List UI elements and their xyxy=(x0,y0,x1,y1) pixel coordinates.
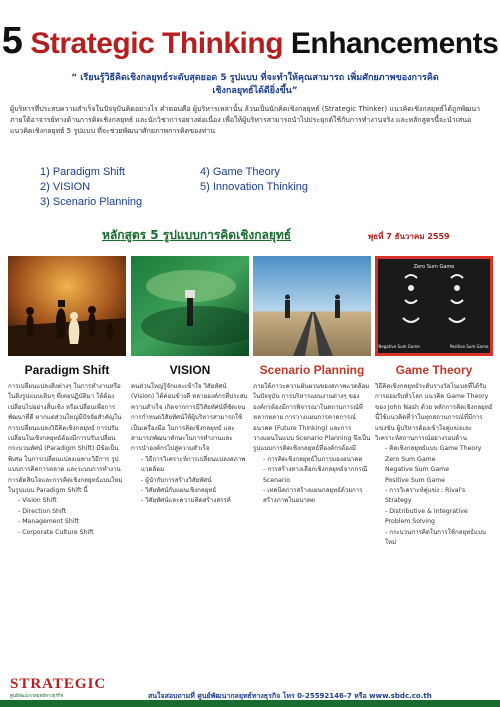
column-body xyxy=(253,382,371,507)
topic-item: 4) Game Theory xyxy=(200,166,280,178)
column-paragraph: วิธีคิดเชิงกลยุทธ์ระดับรางวัลโนเบลที่ได้รับการยอมรับทั่วโลก แนวคิด Game Theory ของ John Nash ด้วย หลักการคิดเชิงกลยุทธ์นี้ใช้แนวคิดที่ว่าในทุกสถานการณ์ที่มีการแข่งขัน ผู้บริหารต้องเข้าใจคู่แข่งและวิเคราะห์สถานการณ์อย่างรอบด้าน xyxy=(375,383,493,443)
list-item: - Corporate Culture Shift xyxy=(18,528,94,536)
zero-sum-label: Zero Sum Game xyxy=(413,264,455,270)
negative-sum-label: Negative Sum Game xyxy=(378,344,420,349)
column-paragraph: คนส่วนใหญ่รู้จักและเข้าใจ วิสัยทัศน์ (Vision) ได้ค่อนข้างดี หลายองค์กรที่ประสบความสำเร็จ เกิดจากการมีวิสัยทัศน์ที่ชัดเจน การกำหนดวิสัยทัศน์ให้ผู้บริหารสามารถใช้เป็นเครื่องมือ ในการคิดเชิงกลยุทธ์ และสามารถพัฒนาทักษะในการทำงานและการนำองค์กรไปสู่ความสำเร็จ xyxy=(131,383,248,453)
column-body xyxy=(375,382,493,549)
list-item: - Management Shift xyxy=(18,518,79,526)
list-item: - กระบวนการคิดในการใช้กลยุทธ์แบบใหม่ xyxy=(385,528,486,547)
list-item: Negative Sum Game xyxy=(385,466,449,474)
topic-list-left xyxy=(40,165,142,210)
topic-list-right xyxy=(200,165,308,195)
list-item: - เทคนิคการสร้างแผนกลยุทธ์ด้วยการสร้างภาพในอนาคต xyxy=(263,487,363,505)
column-paragraph: การเปลี่ยนแปลงสิ่งต่างๆ ในการทำงานหรือในสิ่งรูปแบบเดิมๆ ที่เคยปฏิบัติมา ให้ต้องเปลี่ยนไปอย่างสิ้นเชิง หรือเปลี่ยนเพื่อการพัฒนาที่ดี หากแต่ส่วนใหญ่มีปัจจัยสำคัญในการเปลี่ยนแปลงวิธีคิดเชิงกลยุทธ์ การปรับเปลี่ยนในเชิงกลยุทธ์ต้องมีการปรับเปลี่ยนกระบวนทัศน์ (Paradigm Shift) มีข้อเป็นพิเศษ ในการเปลี่ยนแปลงเฉพาะวิธีการ รูปแบบการคิดการตลาด และระบบการทำงาน การตัดสินใจและการคิดเชิงกลยุทธ์แบบใหม่ ในรูปแบบ Paradigm Shift นี้ xyxy=(8,383,123,495)
list-item: - การคิดเชิงกลยุทธ์ในการมองอนาคต xyxy=(263,455,363,463)
column-heading: Game Theory xyxy=(395,363,473,377)
list-item: - ผู้นำกับการสร้างวิสัยทัศน์ xyxy=(141,476,212,484)
title-part-a: Strategic Thinking xyxy=(30,27,284,60)
topic-item: 2) VISION xyxy=(40,181,91,193)
topic-item: 3) Scenario Planning xyxy=(40,196,143,208)
page-title xyxy=(0,20,500,63)
vision-image xyxy=(131,256,249,356)
intro-paragraph: ผู้บริหารที่ประสบความสำเร็จในปัจจุบันคิดอย่างไร คำตอบคือ ผู้บริหารเหล่านั้น ล้วนเป็นนักคิดเชิงกลยุทธ์ (Strategic Thinker) แนวคิดเชิงกลยุทธ์ได้ถูกพัฒนาภายใต้อาจารย์ทางด้านการคิดเชิงกลยุทธ์ และนักวิชาการอย่างต่อเนื่อง เพื่อให้ผู้บริหารสามารถนำไปประยุกต์ใช้กับการทำงานจริง และหลักสูตรนี้จะนำเสนอแนวคิดเชิงกลยุทธ์ 5 รูปแบบ ที่จะช่วยพัฒนาศักยภาพการคิดของท่าน xyxy=(10,105,481,135)
title-part-b: Enhancements xyxy=(290,27,499,60)
column-heading: VISION xyxy=(169,363,211,377)
course-date: พุธที่ 7 ธันวาคม 2559 xyxy=(368,232,450,241)
column-body xyxy=(131,382,249,507)
list-item: - Vision Shift xyxy=(18,497,57,505)
subtitle: “ เรียนรู้วิธีคิดเชิงกลยุทธ์ระดับสุดยอด 5 รูปแบบ ที่จะทำให้คุณสามารถ เพิ่มศักยภาพของการคิดเชิงกลยุทธ์ได้ดียิ่งขึ้น” xyxy=(71,73,439,96)
list-item: - วิธีการวิเคราะห์การเปลี่ยนแปลงสภาพแวดล้อม xyxy=(141,455,246,474)
list-item: - วิสัยทัศน์กับแผนเชิงกลยุทธ์ xyxy=(141,487,217,495)
road-image xyxy=(253,256,371,356)
logo: STRATEGIC xyxy=(10,676,107,692)
list-item: Positive Sum Game xyxy=(385,476,446,484)
list-item: Zero Sum Game xyxy=(385,455,436,463)
column-heading: Scenario Planning xyxy=(259,363,365,377)
list-item: - Distributive & Integrative Problem Solving xyxy=(385,507,468,526)
list-item: - Direction Shift xyxy=(18,507,67,515)
contact-line: สนใจสอบถามที่ ศูนย์พัฒนากลยุทธ์ทางธุรกิจ โทร 0-25592146-7 หรือ www.sbdc.co.th xyxy=(148,692,432,700)
course-title: หลักสูตร 5 รูปแบบการคิดเชิงกลยุทธ์ xyxy=(102,228,292,242)
topic-item: 5) Innovation Thinking xyxy=(200,181,309,193)
list-item: - การสร้างทางเลือกเชิงกลยุทธ์จากกรณี Scenario xyxy=(263,466,368,484)
footer-bar xyxy=(0,700,500,707)
column-vision xyxy=(131,256,249,507)
logo-subtitle: ศูนย์พัฒนากลยุทธ์ทางธุรกิจ xyxy=(10,694,64,699)
game-theory-image xyxy=(375,256,493,356)
list-item: - การวิเคราะห์คู่แข่ง : Rival's Strategy xyxy=(385,487,466,505)
column-heading: Paradigm Shift xyxy=(24,363,110,377)
list-item: - วิสัยทัศน์และความคิดสร้างสรรค์ xyxy=(141,497,231,505)
column-scenario-planning xyxy=(253,256,371,507)
column-body xyxy=(8,382,126,538)
positive-sum-label: Positive Sum Game xyxy=(449,344,489,349)
column-paragraph: ภายใต้ภาวะความผันผวนของสภาพแวดล้อมในปัจจุบัน การบริหารแผนงานต่างๆ ขององค์กรต้องมีการพิจารณาในสถานการณ์ที่หลากหลาย การวางแผนการคาดการณ์อนาคต (Future Thinking) และการวางแผนในแบบ Scenario Planning จึงเป็นรูปแบบการคิดเชิงกลยุทธ์ที่องค์กรต้องมี xyxy=(253,383,371,453)
list-item: - คิดเชิงกลยุทธ์แบบ Game Theory xyxy=(385,445,482,453)
column-paradigm-shift xyxy=(8,256,126,538)
title-number: 5 xyxy=(1,20,23,62)
column-game-theory xyxy=(375,256,493,549)
topic-item: 1) Paradigm Shift xyxy=(40,166,125,178)
chess-image xyxy=(8,256,126,356)
